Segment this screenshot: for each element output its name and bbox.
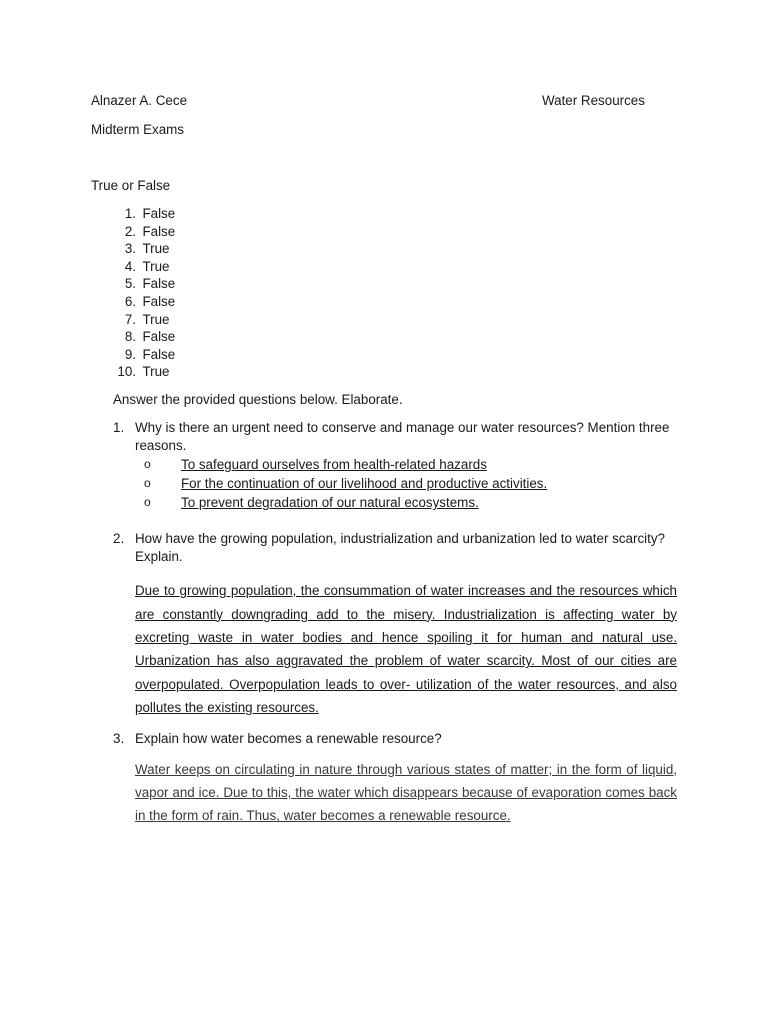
question-1 [113, 419, 683, 513]
list-item [91, 311, 175, 329]
item-answer: False [142, 276, 176, 292]
author-name: Alnazer A. Cece [91, 93, 188, 108]
list-item [91, 223, 175, 241]
item-number: 9. [124, 346, 136, 362]
essay-instruction: Answer the provided questions below. Elaborate. [113, 392, 403, 407]
list-item [91, 240, 175, 258]
list-item [91, 205, 175, 223]
item-number: 1. [124, 206, 136, 221]
item-answer: False [142, 346, 176, 362]
reason-text: To prevent degradation of our natural ecosystems. [181, 495, 479, 511]
item-number: 8. [124, 329, 136, 345]
list-item [91, 293, 175, 311]
list-item [113, 456, 683, 475]
question-text: Explain how water becomes a renewable resource? [135, 731, 442, 746]
item-answer: False [142, 329, 176, 345]
question-text: How have the growing population, industrialization and urbanization led to water scarcity? Explain. [135, 531, 665, 564]
reason-text: To safeguard ourselves from health-related hazards [181, 457, 487, 473]
item-number: 6. [124, 293, 136, 309]
reason-text: For the continuation of our livelihood and productive activities. [181, 476, 548, 492]
item-answer: True [142, 311, 170, 327]
item-number: 7. [124, 311, 136, 327]
item-answer: True [142, 258, 170, 274]
item-number: 4. [124, 258, 136, 274]
list-item [113, 494, 683, 513]
question-number: 2. [113, 531, 125, 546]
bullet-icon: o [144, 476, 151, 491]
list-item [91, 275, 175, 293]
item-number: 2. [124, 223, 136, 239]
reasons-list [113, 456, 683, 513]
item-answer: False [142, 223, 176, 239]
list-item [113, 475, 683, 494]
question-3 [113, 730, 683, 828]
item-number: 3. [124, 241, 136, 257]
list-item [91, 363, 175, 381]
subject-title: Water Resources [542, 93, 645, 108]
bullet-icon: o [144, 457, 151, 472]
item-answer: False [142, 206, 176, 221]
question-2 [113, 530, 683, 720]
question-text: Why is there an urgent need to conserve and manage our water resources? Mention three reasons. [135, 420, 670, 453]
list-item [91, 346, 175, 364]
item-answer: True [142, 364, 170, 380]
bullet-icon: o [144, 495, 151, 510]
exam-title: Midterm Exams [91, 122, 185, 137]
item-number: 10. [117, 364, 136, 380]
item-number: 5. [124, 276, 136, 292]
answer-paragraph: Due to growing population, the consummation of water increases and the resources which are constantly downgrading add to the misery. Industrialization is affecting water by excreting waste in water bodies and hence spoiling it for human and natural use. Urbanization has also aggravated the problem of water scarcity. Most of our cities are overpopulated. Overpopulation leads to over- utilization of the water resources, and also pollutes the existing resources. [135, 583, 677, 716]
answer-paragraph: Water keeps on circulating in nature through various states of matter; in the form of liquid, vapor and ice. Due to this, the water which disappears because of evaporation comes back in the form of rain. Thus, water becomes a renewable resource. [135, 761, 677, 824]
list-item [91, 258, 175, 276]
true-false-list [91, 205, 175, 381]
question-number: 1. [113, 420, 125, 435]
true-false-heading: True or False [91, 178, 171, 193]
item-answer: True [142, 241, 170, 257]
item-answer: False [142, 293, 176, 309]
question-number: 3. [113, 731, 125, 746]
list-item [91, 328, 175, 346]
